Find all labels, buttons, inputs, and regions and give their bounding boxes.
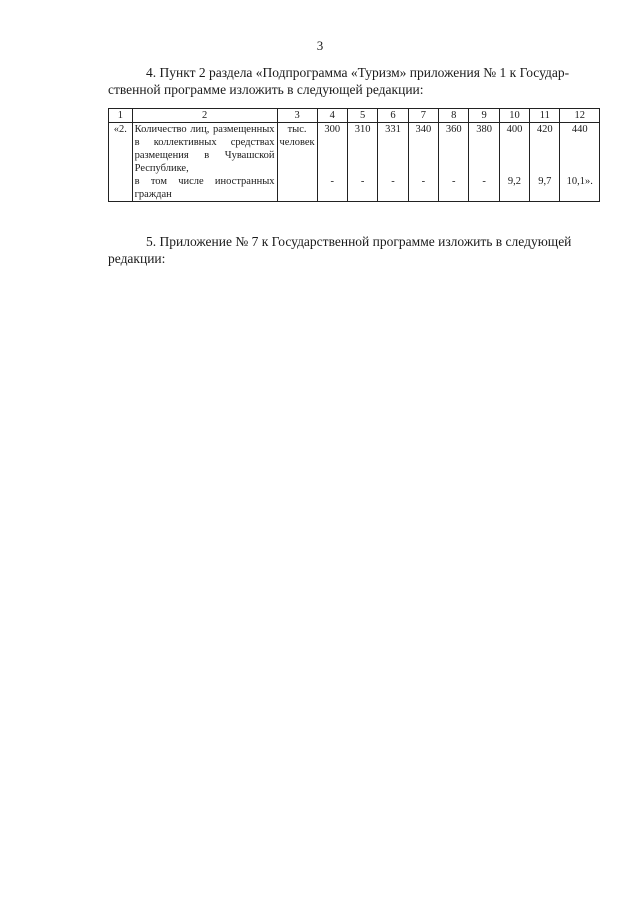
value-sub: - [421, 176, 426, 187]
page-number: 3 [316, 38, 324, 53]
header-cell: 8 [439, 109, 469, 123]
indicator-sub-name: в том числе иностранных граждан [134, 176, 275, 200]
value-main: 300 [324, 124, 341, 135]
value-cell [347, 123, 377, 202]
table-header-row [109, 109, 600, 123]
value-sub: 9,7 [538, 176, 552, 187]
paragraph-5-text: 5. Приложение № 7 к Государственной программе изложить в следующей редакции: [108, 234, 572, 266]
value-sub: - [391, 176, 395, 187]
value-sub: 9,2 [507, 176, 521, 187]
header-cell: 7 [408, 109, 438, 123]
value-main: 380 [476, 124, 492, 135]
value-cell [408, 123, 438, 202]
value-cell [469, 123, 499, 202]
value-main: 400 [506, 124, 523, 135]
value-cell [317, 123, 347, 202]
amendment-paragraph-4 [108, 64, 596, 98]
value-main: 310 [354, 124, 371, 135]
header-cell: 9 [469, 109, 499, 123]
header-cell: 2 [132, 109, 277, 123]
value-sub: 10,1». [566, 176, 593, 187]
header-cell: 6 [378, 109, 408, 123]
amendment-paragraph-5 [108, 233, 596, 267]
header-cell: 12 [560, 109, 600, 123]
unit-cell: тыс. человек [277, 123, 317, 202]
value-cell [530, 123, 560, 202]
value-sub: - [451, 176, 456, 187]
row-number-cell: «2. [109, 123, 133, 202]
value-main: 440 [571, 124, 588, 135]
amendment-table [108, 108, 600, 202]
header-cell: 1 [109, 109, 133, 123]
header-cell: 11 [530, 109, 560, 123]
value-main: 360 [445, 124, 462, 135]
header-cell: 10 [499, 109, 529, 123]
value-cell [378, 123, 408, 202]
header-cell: 4 [317, 109, 347, 123]
value-sub: - [360, 176, 365, 187]
paragraph-4-text: 4. Пункт 2 раздела «Подпрограмма «Туризм» приложения № 1 к Государ-ственной программе изложить в следующей редакции: [108, 65, 570, 97]
value-cell [560, 123, 600, 202]
value-main: 331 [385, 124, 401, 135]
indicator-name: Количество лиц, размещенных в коллективных средствах размещения в Чувашской Республике, [134, 124, 275, 174]
value-main: 420 [536, 124, 553, 135]
header-cell: 5 [347, 109, 377, 123]
value-sub: - [330, 176, 335, 187]
value-cell [499, 123, 529, 202]
value-cell [439, 123, 469, 202]
value-main: 340 [415, 124, 432, 135]
indicator-name-cell [132, 123, 277, 202]
table-row [109, 123, 600, 202]
header-cell: 3 [277, 109, 317, 123]
value-sub: - [482, 176, 486, 187]
